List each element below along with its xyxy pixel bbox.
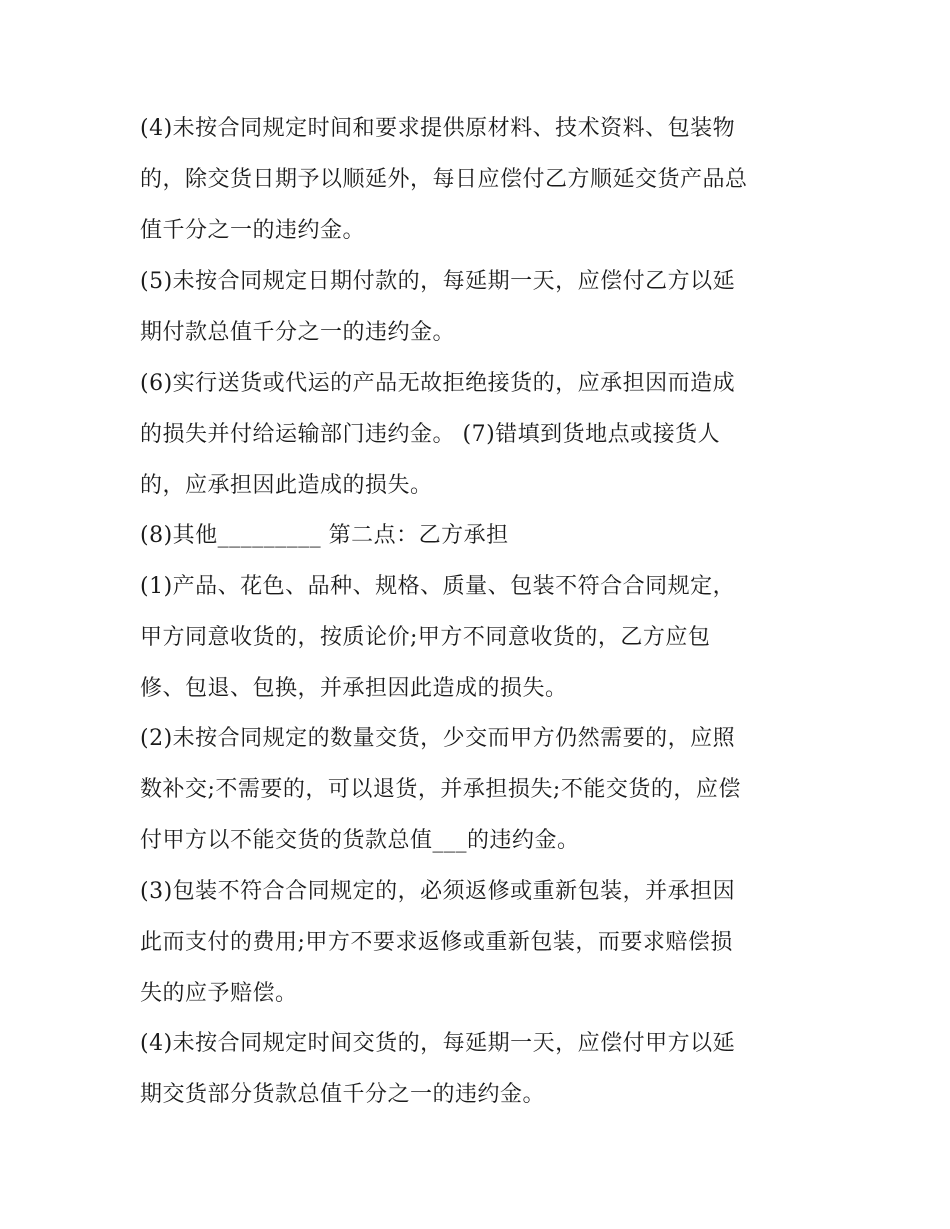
text-line: 此而支付的费用;甲方不要求返修或重新包装，而要求赔偿损 (140, 930, 733, 955)
text-line: 值千分之一的违约金。 (140, 218, 366, 243)
text-line: (3)包装不符合合同规定的，必须返修或重新包装，并承担因 (140, 879, 736, 904)
text-line: (5)未按合同规定日期付款的，每延期一天，应偿付乙方以延 (140, 269, 736, 294)
text-line: 失的应予赔偿。 (140, 981, 298, 1006)
text-line: (6)实行送货或代运的产品无故拒绝接货的，应承担因而造成 (140, 371, 736, 396)
text-line: (4)未按合同规定时间和要求提供原材料、技术资料、包装物 (140, 116, 736, 141)
text-line: 的损失并付给运输部门违约金。 (7)错填到货地点或接货人 (140, 422, 721, 447)
text-line: 甲方同意收货的，按质论价;甲方不同意收货的，乙方应包 (140, 625, 711, 650)
text-line: 修、包退、包换，并承担因此造成的损失。 (140, 676, 568, 701)
text-line: 付甲方以不能交货的货款总值___的违约金。 (140, 828, 580, 853)
text-line: (8)其他_________ 第二点：乙方承担 (140, 523, 509, 548)
text-line: 的，应承担因此造成的损失。 (140, 473, 433, 498)
text-line: 的，除交货日期予以顺延外，每日应偿付乙方顺延交货产品总 (140, 167, 748, 192)
text-line: 数补交;不需要的，可以退货，并承担损失;不能交货的，应偿 (140, 777, 741, 802)
text-line: 期交货部分货款总值千分之一的违约金。 (140, 1082, 546, 1107)
text-line: 期付款总值千分之一的违约金。 (140, 320, 456, 345)
text-line: (2)未按合同规定的数量交货，少交而甲方仍然需要的，应照 (140, 726, 736, 751)
text-line: (1)产品、花色、品种、规格、质量、包装不符合合同规定， (140, 574, 736, 599)
text-line: (4)未按合同规定时间交货的，每延期一天，应偿付甲方以延 (140, 1031, 736, 1056)
